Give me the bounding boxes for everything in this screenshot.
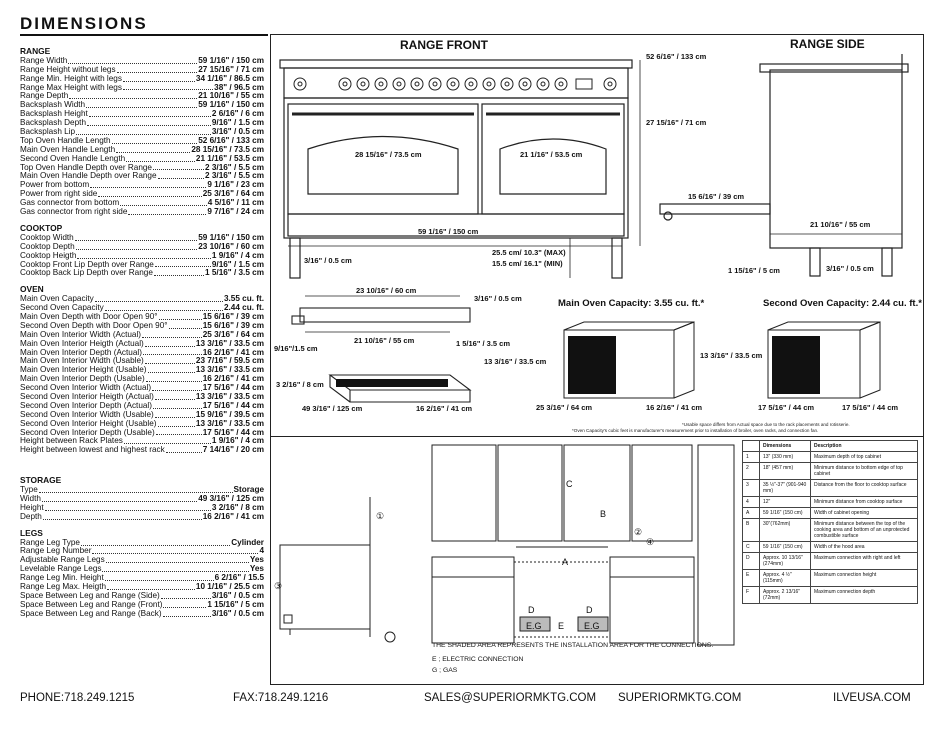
spec-label: Main Oven Interior Depth (Usable) (20, 374, 145, 384)
dim-front-lip: 9/16"/1.5 cm (274, 344, 318, 353)
spec-value: 16 2/16" / 41 cm (202, 511, 264, 521)
spec-value: 23 7/16" / 59.5 cm (195, 356, 264, 366)
leader-dots (102, 571, 248, 572)
leader-dots (76, 134, 211, 135)
spec-value: 10 1/16" / 25.5 cm (195, 582, 264, 592)
table-cell: C (743, 542, 760, 553)
spec-label: Second Oven Interior Depth (Actual) (20, 400, 152, 410)
svg-text:D: D (528, 605, 535, 615)
spec-value: 15 6/16" / 39 cm (202, 311, 264, 321)
leader-dots (120, 205, 207, 206)
spec-list (20, 40, 264, 619)
spec-value: 6 2/16" / 15.5 (214, 573, 264, 583)
spec-label: Gas connector from bottom (20, 198, 120, 208)
footer-email[interactable]: SALES@SUPERIORMKTG.COM (424, 692, 597, 704)
spec-value: 25 3/16" / 64 cm (202, 189, 264, 199)
table-cell: 4 (743, 497, 760, 508)
svg-text:E.G: E.G (584, 621, 600, 631)
table-cell: A (743, 508, 760, 519)
spec-label: Range Leg Type (20, 537, 80, 547)
dim-storage-width: 49 3/16" / 125 cm (302, 404, 363, 413)
spec-label: Width (20, 494, 41, 504)
spec-value: 3/16" / 0.5 cm (211, 127, 264, 137)
page-title: DIMENSIONS (20, 14, 148, 33)
section-heading: RANGE (20, 46, 51, 56)
spec-label: Range Height without legs (20, 64, 116, 74)
spec-value: 3/16" / 0.5 cm (211, 608, 264, 618)
dim-second-oven-depth: 17 5/16" / 44 cm (842, 403, 899, 412)
dim-main-oven-width: 25 3/16" / 64 cm (536, 403, 593, 412)
table-cell: 1 (743, 452, 760, 463)
leader-dots (143, 354, 202, 355)
spec-label: Second Oven Interior Depth (Usable) (20, 427, 155, 437)
spec-value: 23 10/16" / 60 cm (198, 241, 264, 251)
spec-label: Range Min. Height with legs (20, 73, 122, 83)
dim-side-depth: 21 10/16" / 55 cm (810, 220, 871, 229)
spec-value: 4 5/16" / 11 cm (207, 198, 264, 208)
leader-dots (98, 196, 201, 197)
leader-dots (145, 363, 195, 364)
table-cell: Minimum distance between the top of the cooking area and bottom of an unprotected combustible surface (811, 519, 918, 542)
spec-label: Top Oven Handle Depth over Range (20, 162, 152, 172)
leader-dots (153, 169, 204, 170)
leader-dots (106, 562, 249, 563)
spec-label: Space Between Leg and Range (Front) (20, 599, 163, 609)
spec-value: 13 3/16" / 33.5 cm (195, 338, 264, 348)
spec-value: 34 1/16" / 86.5 cm (195, 73, 264, 83)
leader-dots (112, 143, 198, 144)
footer-site2[interactable]: ILVEUSA.COM (833, 692, 911, 704)
second-oven-heading: Second Oven Capacity: 2.44 cu. ft.* (763, 298, 922, 309)
table-row (743, 519, 918, 542)
spec-label: Gas connector from right side (20, 207, 128, 217)
leader-dots (95, 301, 223, 302)
spec-value: 59 1/16" / 150 cm (198, 100, 264, 110)
table-cell: 2 (743, 463, 760, 480)
capacity-note: *Oven Capacity's cubic feet is manufacturer's measurement prior to installation of broiler, oven racks, and connection fan. (572, 428, 819, 433)
dim-leg-max: 25.5 cm/ 10.3" (MAX) (492, 248, 566, 257)
spec-label: Space Between Leg and Range (Back) (20, 608, 162, 618)
leader-dots (77, 258, 210, 259)
spec-label: Range Max Height with legs (20, 82, 122, 92)
leader-dots (90, 187, 206, 188)
table-row (743, 570, 918, 587)
dim-front-width: 59 1/16" / 150 cm (418, 227, 479, 236)
dim-front-side-gap: 3/16" / 0.5 cm (304, 256, 352, 265)
spec-value: 9 1/16" / 23 cm (207, 180, 264, 190)
spec-row (20, 208, 264, 217)
spec-value: 2.44 cu. ft. (223, 303, 264, 313)
spec-label: Second Oven Interior Heigth (Actual) (20, 391, 154, 401)
dim-leg-min: 15.5 cm/ 16.1" (MIN) (492, 259, 563, 268)
spec-label: Depth (20, 511, 42, 521)
spec-label: Main Oven Capacity (20, 294, 94, 304)
leader-dots (116, 152, 190, 153)
spec-label: Cooktop Front Lip Depth over Range (20, 259, 154, 269)
leader-dots (123, 89, 213, 90)
svg-text:①: ① (376, 511, 385, 521)
table-cell: E (743, 570, 760, 587)
spec-label: Range Width (20, 55, 68, 65)
table-row (743, 542, 918, 553)
leader-dots (69, 98, 197, 99)
dim-second-oven-width: 17 5/16" / 44 cm (758, 403, 815, 412)
dim-second-handle: 21 1/16" / 53.5 cm (520, 150, 583, 159)
spec-row (20, 269, 264, 278)
leader-dots (155, 399, 195, 400)
table-cell: Maximum depth of top cabinet (811, 452, 918, 463)
spec-label: Main Oven Interior Width (Usable) (20, 356, 144, 366)
dim-cooktop-depth: 23 10/16" / 60 cm (356, 286, 417, 295)
spec-label: Backsplash Depth (20, 118, 86, 128)
spec-label: Second Oven Handle Length (20, 153, 126, 163)
leader-dots (142, 337, 202, 338)
spec-label: Cooktop Width (20, 232, 74, 242)
spec-label: Top Oven Handle Length (20, 135, 111, 145)
spec-value: 3.55 cu. ft. (223, 294, 264, 304)
table-row (743, 452, 918, 463)
spec-value: 1 9/16" / 4 cm (211, 250, 264, 260)
leader-dots (155, 266, 211, 267)
spec-value: 25 3/16" / 64 cm (202, 329, 264, 339)
leader-dots (158, 178, 204, 179)
spec-label: Cooktop Depth (20, 241, 75, 251)
leader-dots (158, 426, 195, 427)
table-row (743, 480, 918, 497)
section-heading: LEGS (20, 527, 43, 538)
leader-dots (117, 72, 198, 73)
spec-value: 13 3/16" / 33.5 cm (195, 391, 264, 401)
spec-label: Backsplash Width (20, 100, 86, 110)
spec-label: Main Oven Depth with Door Open 90° (20, 311, 158, 321)
spec-value: 2 3/16" / 5.5 cm (205, 171, 264, 181)
spec-value: 3 2/16" / 8 cm (211, 502, 264, 512)
dim-main-handle: 28 15/16" / 73.5 cm (355, 150, 422, 159)
dim-storage-height: 3 2/16" / 8 cm (276, 380, 324, 389)
spec-label: Power from right side (20, 189, 98, 199)
dim-main-oven-depth: 16 2/16" / 41 cm (646, 403, 703, 412)
table-row (743, 497, 918, 508)
spec-value: 16 2/16" / 41 cm (202, 374, 264, 384)
spec-label: Levelable Range Legs (20, 564, 102, 574)
svg-text:D: D (586, 605, 593, 615)
spec-label: Height between Rack Plates (20, 436, 123, 446)
spec-value: 16 2/16" / 41 cm (202, 347, 264, 357)
oven-cavities (520, 310, 920, 410)
table-cell: Maximum connection depth (811, 587, 918, 604)
spec-value: 2 6/16" / 6 cm (211, 109, 264, 119)
leader-dots (45, 510, 211, 511)
spec-label: Main Oven Interior Height (Usable) (20, 365, 147, 375)
spec-label: Type (20, 485, 38, 495)
leader-dots (42, 501, 197, 502)
installation-table (742, 440, 918, 604)
leader-dots (154, 275, 204, 276)
leader-dots (68, 63, 197, 64)
leader-dots (145, 346, 195, 347)
leader-dots (169, 328, 202, 329)
usable-space-note: *Usable space differs from Actual space due to the rack placements and rotisserie. (682, 422, 850, 427)
leader-dots (81, 545, 230, 546)
table-row (743, 508, 918, 519)
spec-value: 9 7/16" / 24 cm (207, 207, 264, 217)
spec-label: Cooktop Heigth (20, 250, 77, 260)
svg-text:③: ③ (274, 581, 283, 591)
leader-dots (153, 408, 202, 409)
spec-value: 1 9/16" / 4 cm (211, 436, 264, 446)
spec-label: Main Oven Handle Depth over Range (20, 171, 157, 181)
leader-dots (86, 107, 197, 108)
leader-dots (126, 161, 195, 162)
table-cell: 59 1/16" (150 cm) (760, 508, 811, 519)
table-cell: Approx. 2 13/16" (72mm) (760, 587, 811, 604)
spec-value: 3/16" / 0.5 cm (211, 590, 264, 600)
leader-dots (39, 492, 233, 493)
spec-value: 7 14/16" / 20 cm (202, 445, 264, 455)
spec-value: 9/16" / 1.5 cm (211, 118, 264, 128)
spec-value: 21 1/16" / 53.5 cm (195, 153, 264, 163)
leader-dots (43, 519, 202, 520)
leader-dots (76, 249, 198, 250)
dim-range-depth: 21 10/16" / 55 cm (354, 336, 415, 345)
table-cell: F (743, 587, 760, 604)
spec-label: Second Oven Capacity (20, 303, 104, 313)
spec-label: Adjustable Range Legs (20, 555, 105, 565)
spec-value: 21 10/16" / 55 cm (198, 91, 264, 101)
dim-back-lip: 3/16" / 0.5 cm (474, 294, 522, 303)
range-front-heading: RANGE FRONT (400, 38, 488, 52)
leader-dots (89, 116, 211, 117)
dim-front-leg: 1 15/16" / 5 cm (728, 266, 780, 275)
svg-text:②: ② (634, 527, 643, 537)
section-heading: COOKTOP (20, 222, 63, 233)
dim-back-leg: 3/16" / 0.5 cm (826, 264, 874, 273)
leader-dots (163, 607, 206, 608)
table-cell: Maximum connection height (811, 570, 918, 587)
spec-label: Main Oven Handle Length (20, 144, 116, 154)
table-row (743, 463, 918, 480)
spec-label: Power from bottom (20, 180, 90, 190)
table-cell: Approx. 10 13/16" (274mm) (760, 553, 811, 570)
spec-label: Space Between Leg and Range (Side) (20, 590, 160, 600)
spec-label: Height between lowest and highest rack (20, 445, 165, 455)
leader-dots (156, 434, 202, 435)
svg-text:C: C (566, 479, 573, 489)
table-header-cell: Description (811, 441, 918, 452)
table-cell: 13" (330 mm) (760, 452, 811, 463)
spec-value: 17 5/16" / 44 cm (202, 383, 264, 393)
table-cell: Maximum connection with right and left (811, 553, 918, 570)
footer-fax: FAX:718.249.1216 (233, 692, 329, 704)
table-row (743, 587, 918, 604)
table-cell: B (743, 519, 760, 542)
section-heading: STORAGE (20, 475, 62, 486)
leader-dots (87, 125, 211, 126)
leader-dots (105, 580, 214, 581)
spec-label: Second Oven Interior Height (Usable) (20, 418, 157, 428)
spec-label: Second Oven Interior Width (Usable) (20, 409, 154, 419)
table-cell: 12" (760, 497, 811, 508)
spec-value: 15 9/16" / 39.5 cm (195, 409, 264, 419)
spec-label: Height (20, 502, 44, 512)
spec-label: Range Depth (20, 91, 69, 101)
table-cell: Approx. 4 ½" (115mm) (760, 570, 811, 587)
spec-value: Cylinder (231, 537, 264, 547)
dim-cooktop-lip: 1 5/16" / 3.5 cm (456, 339, 511, 348)
spec-value: 2 3/16" / 5.5 cm (205, 162, 264, 172)
spec-value: 38" / 96.5 cm (214, 82, 264, 92)
leader-dots (123, 81, 195, 82)
leader-dots (105, 310, 223, 311)
leader-dots (75, 240, 198, 241)
spec-value: 4 (259, 546, 264, 556)
table-cell: 59 1/16" (150 cm) (760, 542, 811, 553)
spec-label: Backsplash Lip (20, 127, 76, 137)
svg-text:B: B (600, 509, 607, 519)
spec-row (20, 610, 264, 619)
table-cell: 30"(762mm) (760, 519, 811, 542)
spec-label: Second Oven Interior Width (Actual) (20, 383, 152, 393)
leader-dots (159, 319, 202, 320)
spec-label: Main Oven Interior Depth (Actual) (20, 347, 142, 357)
table-cell: 18" (457 mm) (760, 463, 811, 480)
spec-value: 1 15/16" / 5 cm (207, 599, 264, 609)
leader-dots (152, 390, 202, 391)
spec-value: 52 6/16" / 133 cm (198, 135, 264, 145)
spec-value: 1 5/16" / 3.5 cm (205, 268, 264, 278)
table-header-cell (743, 441, 760, 452)
table-header-cell: Dimensions (760, 441, 811, 452)
svg-text:E: E (558, 621, 565, 631)
spec-label: Range Leg Min. Height (20, 573, 104, 583)
footer-site1[interactable]: SUPERIORMKTG.COM (618, 692, 742, 704)
spec-row (20, 513, 264, 522)
spec-value: Storage (233, 485, 264, 495)
shaded-note: THE SHADED AREA REPRESENTS THE INSTALLATION AREA FOR THE CONNECTIONS. (432, 642, 714, 649)
spec-value: 17 5/16" / 44 cm (202, 400, 264, 410)
table-cell: Minimum distance from cooktop surface (811, 497, 918, 508)
range-side-heading: RANGE SIDE (790, 37, 865, 51)
table-cell: Width of cabinet opening (811, 508, 918, 519)
dim-top-handle: 52 6/16" / 133 cm (646, 52, 707, 61)
spec-value: Yes (249, 564, 264, 574)
table-cell: Width of the hood area (811, 542, 918, 553)
table-row (743, 553, 918, 570)
table-cell: 3 (743, 480, 760, 497)
dim-storage-depth: 16 2/16" / 41 cm (416, 404, 473, 413)
leader-dots (161, 598, 211, 599)
spec-value: 59 1/16" / 150 cm (198, 232, 264, 242)
table-cell: Distance from the floor to cooktop surface (811, 480, 918, 497)
legend-gas: G ; GAS (432, 667, 458, 674)
spec-value: 28 15/16" / 73.5 cm (191, 144, 264, 154)
spec-label: Backsplash Height (20, 109, 88, 119)
dim-second-oven-height: 13 3/16" / 33.5 cm (700, 351, 763, 360)
section-heading: OVEN (20, 284, 44, 295)
spec-row (20, 446, 264, 455)
spec-label: Main Oven Interior Heigth (Actual) (20, 338, 144, 348)
svg-text:E.G: E.G (526, 621, 542, 631)
spec-value: 15 6/16" / 39 cm (202, 320, 264, 330)
spec-label: Main Oven Interior Width (Actual) (20, 329, 142, 339)
leader-dots (155, 417, 195, 418)
svg-text:④: ④ (646, 537, 655, 547)
leader-dots (146, 381, 202, 382)
spec-value: Yes (249, 555, 264, 565)
table-cell: D (743, 553, 760, 570)
svg-text:A: A (562, 557, 569, 567)
spec-value: 49 3/16" / 125 cm (198, 494, 264, 504)
spec-value: 13 3/16" / 33.5 cm (195, 418, 264, 428)
table-cell: 35 ½"-37" (901-940 mm) (760, 480, 811, 497)
spec-label: Second Oven Depth with Door Open 90° (20, 320, 168, 330)
leader-dots (107, 589, 195, 590)
spec-value: 27 15/16" / 71 cm (198, 64, 264, 74)
table-cell: Minimum distance to bottom edge of top cabinet (811, 463, 918, 480)
dim-front-height: 27 15/16" / 71 cm (646, 118, 707, 127)
leader-dots (124, 443, 211, 444)
spec-value: 59 1/16" / 150 cm (198, 55, 264, 65)
leader-dots (163, 616, 211, 617)
dim-main-oven-height: 13 3/16" / 33.5 cm (484, 357, 547, 366)
title-rule (20, 34, 268, 36)
spec-label: Range Leg Max. Heigth (20, 582, 107, 592)
spec-label: Cooktop Back Lip Depth over Range (20, 268, 153, 278)
leader-dots (166, 452, 202, 453)
legend-electric: E ; ELECTRIC CONNECTION (432, 656, 524, 663)
spec-label: Range Leg Number (20, 546, 92, 556)
dim-door-open: 15 6/16" / 39 cm (688, 192, 745, 201)
spec-value: 9/16" / 1.5 cm (211, 259, 264, 269)
leader-dots (128, 214, 206, 215)
spec-value: 17 5/16" / 44 cm (202, 427, 264, 437)
leader-dots (148, 372, 195, 373)
spec-value: 13 3/16" / 33.5 cm (195, 365, 264, 375)
leader-dots (92, 553, 258, 554)
footer-phone: PHONE:718.249.1215 (20, 692, 135, 704)
main-oven-heading: Main Oven Capacity: 3.55 cu. ft.* (558, 298, 705, 309)
